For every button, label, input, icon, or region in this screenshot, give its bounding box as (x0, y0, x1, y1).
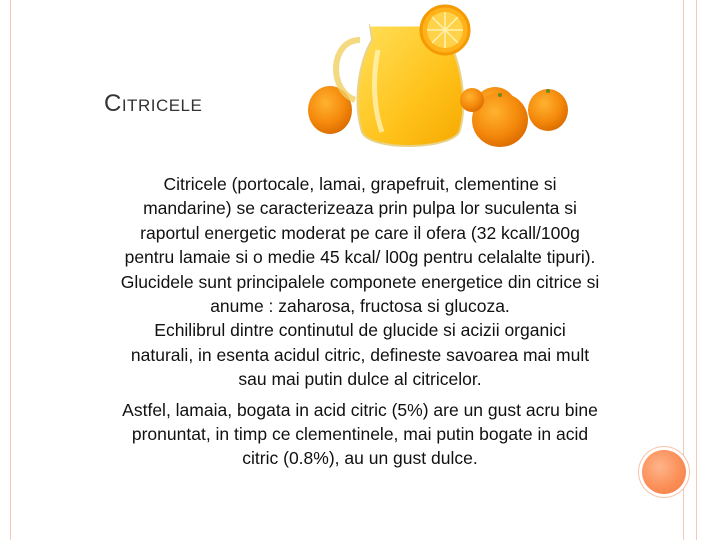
text-line: Echilibrul dintre continutul de glucide si acizii organici (154, 320, 566, 341)
text-line: sau mai putin dulce al citricelor. (238, 369, 482, 390)
text-line: Glucidele sunt principalele componete energetice din citrice si (120, 271, 600, 292)
text-line: pronuntat, in timp ce clementinele, mai putin bogate in acid (131, 424, 589, 445)
text-line: mandarine) se caracterizeaza prin pulpa lor suculenta si (143, 198, 577, 219)
slide-body (60, 172, 660, 471)
text-line: citric (0.8%), au un gust dulce. (242, 448, 478, 469)
paragraph-2 (60, 398, 660, 471)
paragraph-1 (60, 172, 660, 392)
text-line: Astfel, lamaia, bogata in acid citric (5%) are un gust acru bine (122, 399, 598, 420)
right-border-frame (683, 0, 697, 540)
text-line: raportul energetic moderat pe care il ofera (32 kcall/100g (140, 222, 580, 243)
text-line: pentru lamaie si o medie 45 kcal/ l00g pentru celalalte tipuri). (124, 247, 596, 268)
juice-pitcher-oranges-photo (300, 0, 580, 160)
text-line: Citricele (portocale, lamai, grapefruit, clementine si (163, 174, 557, 194)
slide-title: Citricele (104, 90, 203, 117)
text-line: anume : zaharosa, fructosa si glucoza. (210, 296, 510, 317)
text-line: naturali, in esenta acidul citric, defineste savoarea mai mult (130, 344, 590, 365)
left-border-line (10, 0, 11, 540)
